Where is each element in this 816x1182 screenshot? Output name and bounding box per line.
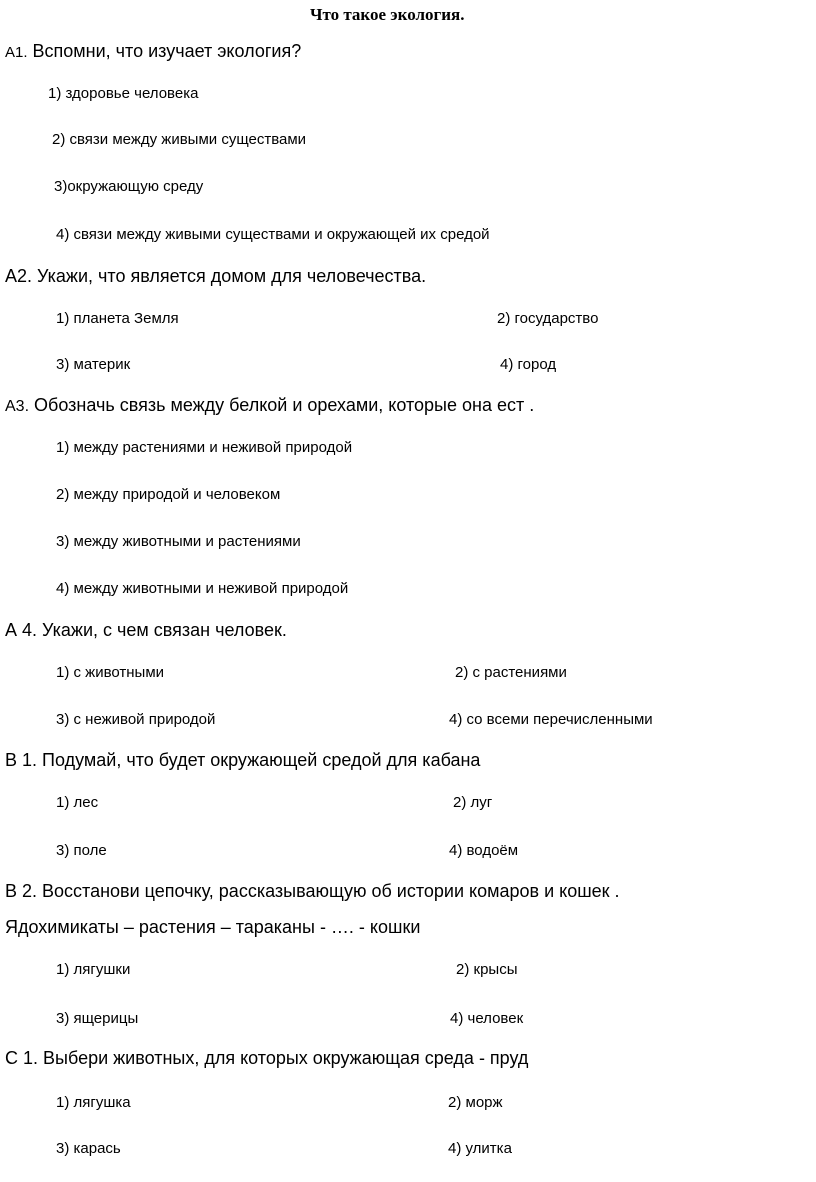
a1-option-3: 3)окружающую среду	[54, 178, 204, 195]
question-a2: А2. Укажи, что является домом для человечества.	[5, 266, 427, 286]
question-a3-text: Обозначь связь между белкой и орехами, которые она ест .	[34, 395, 535, 415]
a3-option-1: 1) между растениями и неживой природой	[56, 439, 353, 456]
b1-option-2: 2) луг	[453, 794, 493, 811]
question-a4: А 4. Укажи, с чем связан человек.	[5, 620, 287, 640]
b1-option-4: 4) водоём	[449, 842, 519, 859]
a1-option-1: 1) здоровье человека	[48, 85, 199, 102]
a4-option-2: 2) с растениями	[455, 664, 567, 681]
question-a1-text: Вспомни, что изучает экология?	[32, 41, 302, 61]
a3-option-3: 3) между животными и растениями	[56, 533, 301, 550]
question-a3	[5, 395, 534, 416]
a2-option-3: 3) материк	[56, 356, 131, 373]
question-a3-prefix: А3.	[5, 398, 30, 415]
c1-option-1: 1) лягушка	[56, 1094, 131, 1111]
a2-option-4: 4) город	[500, 356, 557, 373]
b2-chain: Ядохимикаты – растения – тараканы - …. - кошки	[5, 917, 421, 937]
a2-option-2: 2) государство	[497, 310, 599, 327]
question-b2: В 2. Восстанови цепочку, рассказывающую об истории комаров и кошек .	[5, 881, 620, 901]
b2-option-4: 4) человек	[450, 1010, 524, 1027]
b1-option-1: 1) лес	[56, 794, 99, 811]
a1-option-2: 2) связи между живыми существами	[52, 131, 307, 148]
a4-option-4: 4) со всеми перечисленными	[449, 711, 653, 728]
b2-option-1: 1) лягушки	[56, 961, 131, 978]
a3-option-2: 2) между природой и человеком	[56, 486, 281, 503]
c1-option-4: 4) улитка	[448, 1140, 512, 1157]
a4-option-3: 3) с неживой природой	[56, 711, 216, 728]
page-title: Что такое экология.	[310, 5, 465, 24]
question-a1	[5, 41, 301, 62]
a1-option-4: 4) связи между живыми существами и окружающей их средой	[56, 226, 490, 243]
b2-option-3: 3) ящерицы	[56, 1010, 139, 1027]
a2-option-1: 1) планета Земля	[56, 310, 179, 327]
question-b1: В 1. Подумай, что будет окружающей средой для кабана	[5, 750, 481, 770]
b1-option-3: 3) поле	[56, 842, 107, 859]
question-c1: С 1. Выбери животных, для которых окружающая среда - пруд	[5, 1048, 529, 1068]
question-a1-prefix: А1.	[5, 44, 28, 61]
c1-option-2: 2) морж	[448, 1094, 503, 1111]
b2-option-2: 2) крысы	[456, 961, 518, 978]
a3-option-4: 4) между животными и неживой природой	[56, 580, 349, 597]
a4-option-1: 1) с животными	[56, 664, 165, 681]
c1-option-3: 3) карась	[56, 1140, 121, 1157]
